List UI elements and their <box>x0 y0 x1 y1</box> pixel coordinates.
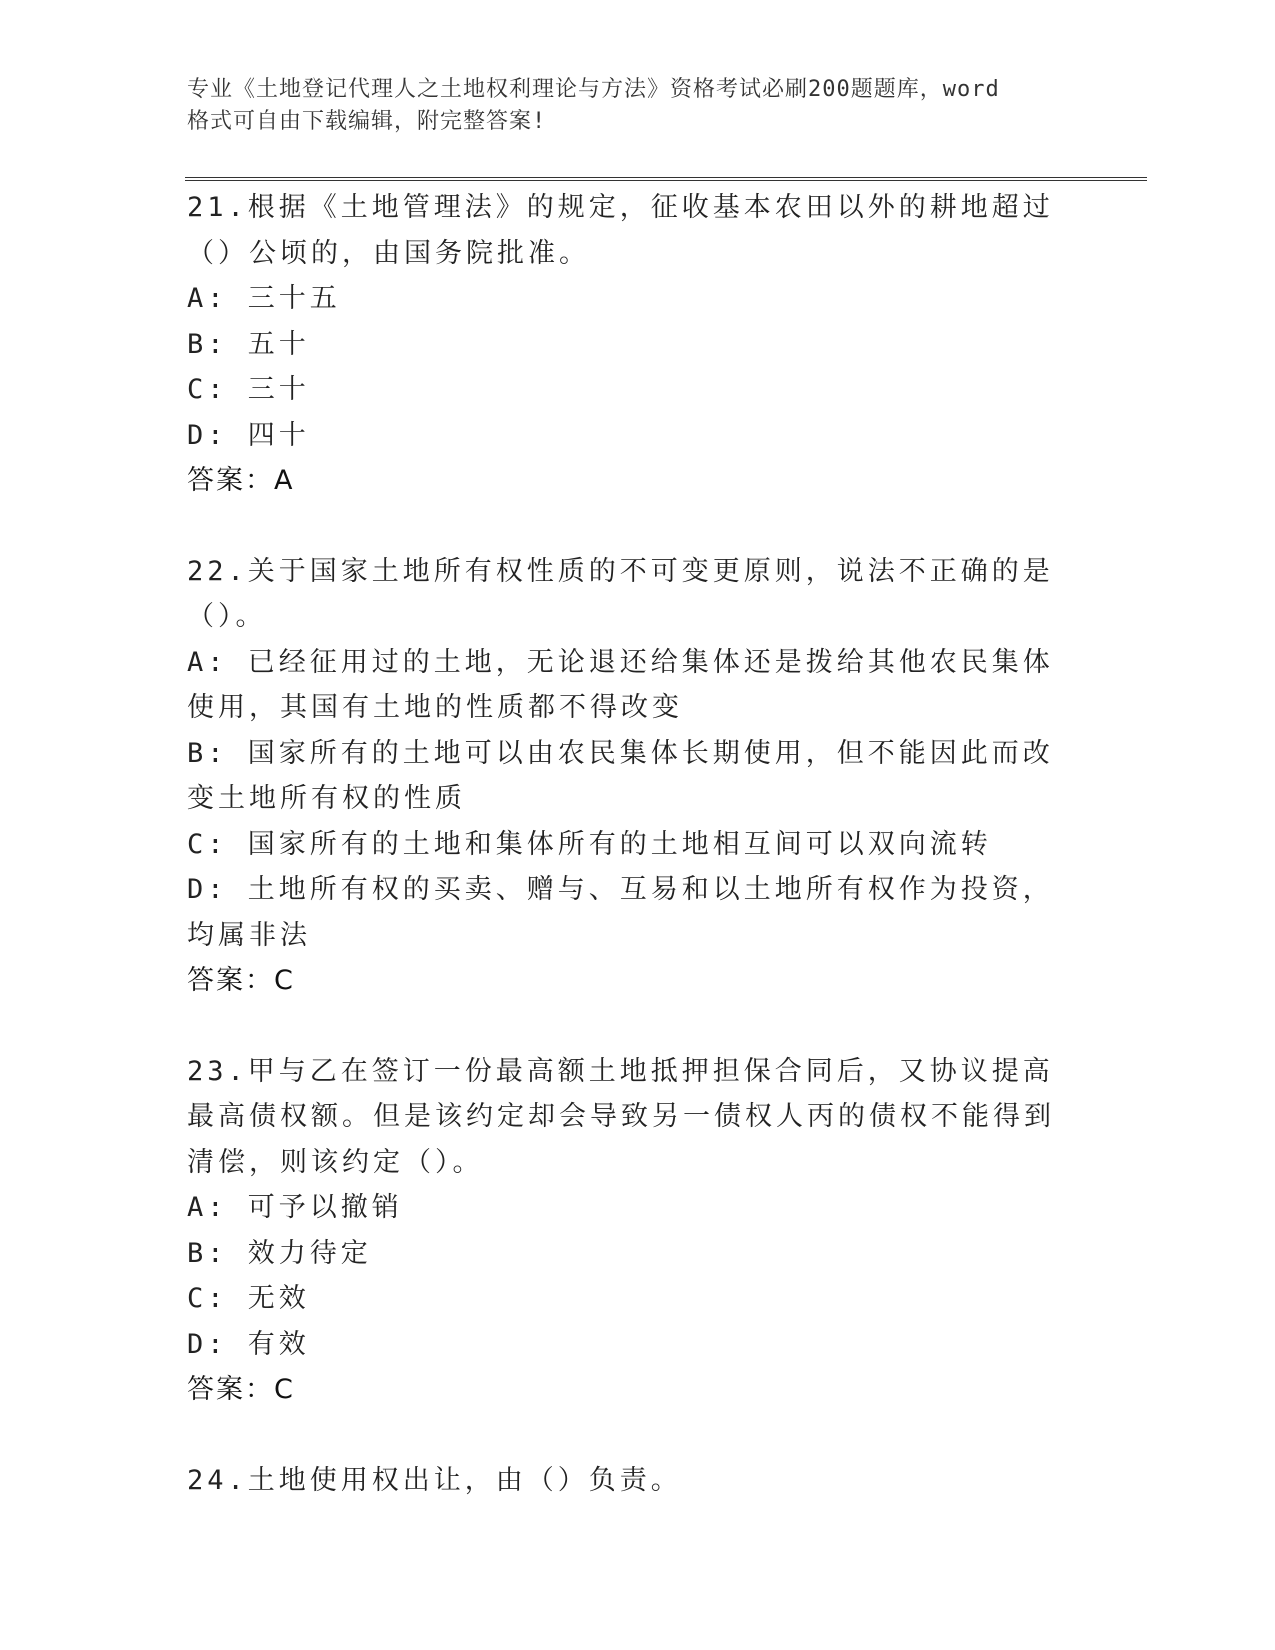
question-text: 22.关于国家土地所有权性质的不可变更原则，说法不正确的是（）。 <box>187 555 1054 632</box>
document-header <box>187 74 1067 138</box>
option-d: D: 有效 <box>187 1328 310 1360</box>
option-b: B: 五十 <box>187 328 310 360</box>
question-22 <box>187 549 1077 1004</box>
answer: 答案：C <box>187 965 295 996</box>
header-line-2: 格式可自由下载编辑，附完整答案! <box>187 109 547 134</box>
option-c: C: 国家所有的土地和集体所有的土地相互间可以双向流转 <box>187 828 992 860</box>
header-divider <box>185 177 1147 181</box>
question-list <box>187 185 1077 1548</box>
option-a: A: 三十五 <box>187 283 341 314</box>
option-b: B: 国家所有的土地可以由农民集体长期使用，但不能因此而改变土地所有权的性质 <box>187 737 1054 814</box>
option-c: C: 无效 <box>187 1283 310 1314</box>
question-21 <box>187 185 1077 504</box>
question-text: 24.土地使用权出让，由（）负责。 <box>187 1464 682 1496</box>
option-a: A: 已经征用过的土地，无论退还给集体还是拨给其他农民集体使用，其国有土地的性质都不得改变 <box>187 646 1054 723</box>
option-b: B: 效力待定 <box>187 1237 372 1269</box>
option-c: C: 三十 <box>187 374 310 405</box>
question-24 <box>187 1458 1077 1504</box>
option-d: D: 四十 <box>187 419 310 451</box>
header-line-1: 专业《土地登记代理人之土地权利理论与方法》资格考试必刷200题题库，word <box>187 77 1000 102</box>
question-23 <box>187 1049 1077 1413</box>
answer: 答案：C <box>187 1374 295 1405</box>
question-text: 23.甲与乙在签订一份最高额土地抵押担保合同后，又协议提高最高债权额。但是该约定却会导致另一债权人丙的债权不能得到清偿，则该约定（）。 <box>187 1055 1055 1178</box>
question-text: 21.根据《土地管理法》的规定，征收基本农田以外的耕地超过（）公顷的，由国务院批准。 <box>187 192 1054 269</box>
answer: 答案：A <box>187 465 295 496</box>
option-d: D: 土地所有权的买卖、赠与、互易和以土地所有权作为投资，均属非法 <box>187 874 1054 951</box>
option-a: A: 可予以撤销 <box>187 1192 403 1223</box>
